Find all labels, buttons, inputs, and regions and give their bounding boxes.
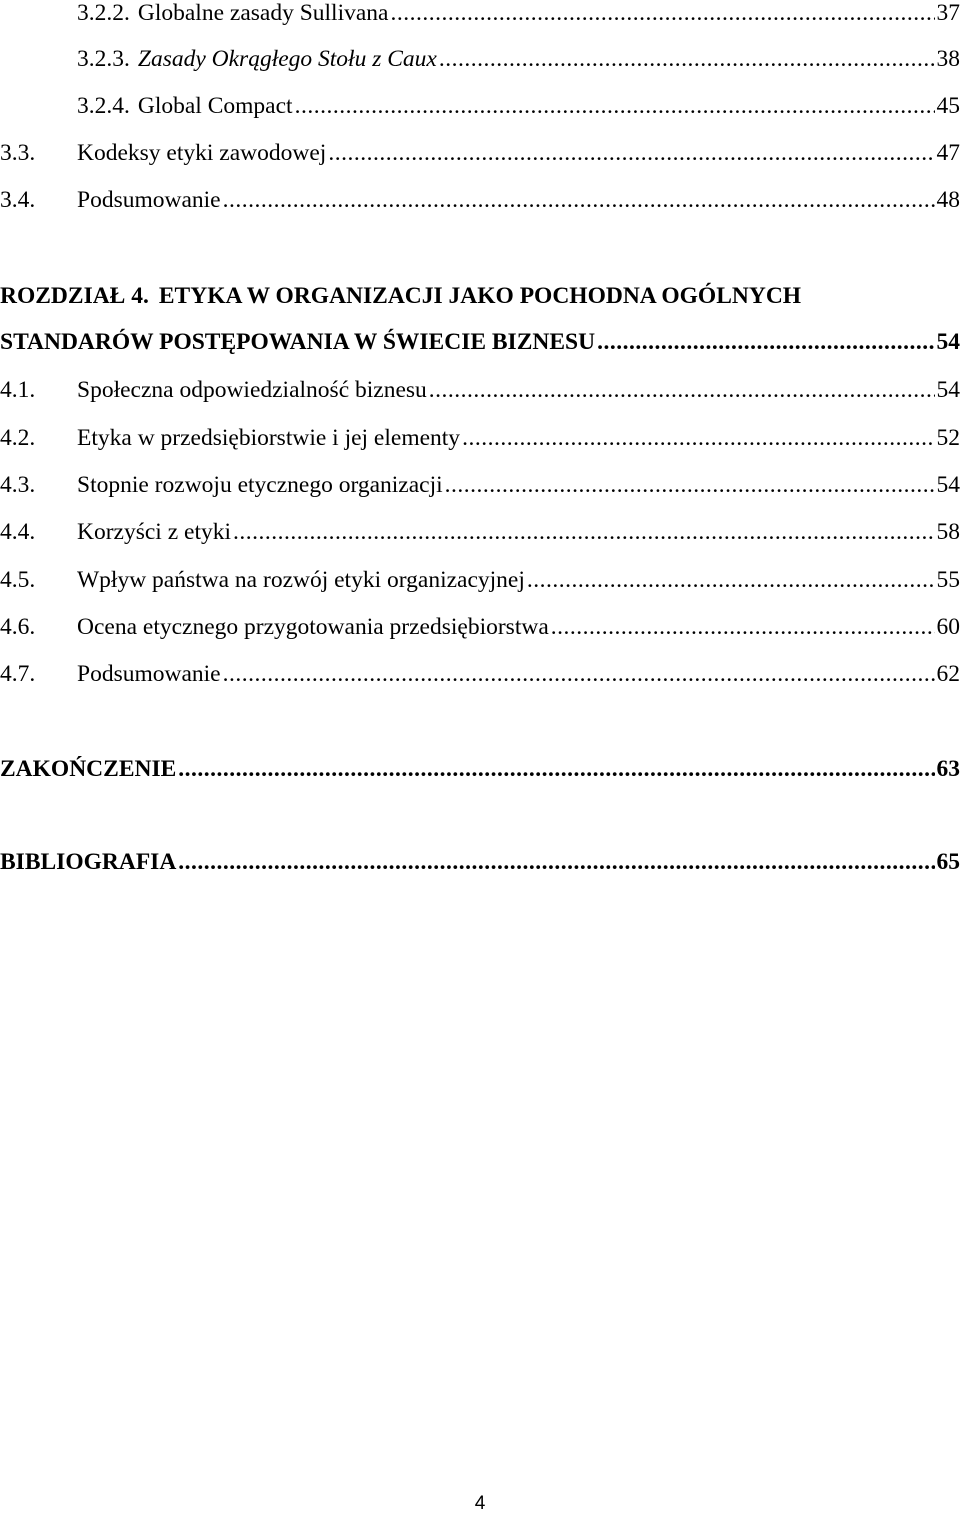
toc-leader-dots — [597, 325, 934, 359]
toc-entry-title: Stopnie rozwoju etycznego organizacji — [77, 472, 443, 498]
toc-leader-dots — [178, 845, 934, 879]
toc-entry-page: 55 — [936, 567, 960, 593]
toc-entry-number: 4.2. — [0, 425, 36, 451]
toc-entry-page: 54 — [936, 377, 960, 403]
toc-entry-number: 4.5. — [0, 567, 36, 593]
toc-entry-page: 54 — [936, 329, 960, 355]
toc-entry-title: ZAKOŃCZENIE — [0, 756, 177, 782]
toc-leader-dots — [527, 563, 935, 597]
toc-entry-page: 54 — [936, 472, 960, 498]
toc-entry-title: Globalne zasady Sullivana — [137, 0, 389, 26]
toc-entry-number: 4.4. — [0, 519, 36, 545]
toc-entry-title: Społeczna odpowiedzialność biznesu — [77, 377, 427, 403]
toc-entry-number: 3.2.4. — [77, 93, 130, 119]
toc-entry-number: 3.2.2. — [77, 0, 130, 26]
toc-entry-3-4[interactable] — [0, 183, 960, 217]
toc-entry-page: 63 — [936, 756, 960, 782]
toc-entry-number: 3.3. — [0, 140, 36, 166]
toc-entry-4-4[interactable] — [0, 515, 960, 549]
toc-entry-title: Global Compact — [137, 93, 293, 119]
toc-entry-number: 4.3. — [0, 472, 36, 498]
toc-entry-title: Kodeksy etyki zawodowej — [77, 140, 327, 166]
toc-entry-number: 4.7. — [0, 661, 36, 687]
toc-chapter-title-line1: ETYKA W ORGANIZACJI JAKO POCHODNA OGÓLNYCH — [158, 283, 802, 309]
toc-leader-dots — [223, 183, 935, 217]
toc-entry-page: 48 — [936, 187, 960, 213]
toc-entry-title: BIBLIOGRAFIA — [0, 849, 177, 875]
toc-entry-number: 4.6. — [0, 614, 36, 640]
toc-entry-4-3[interactable] — [0, 468, 960, 502]
toc-entry-page: 47 — [936, 140, 960, 166]
toc-entry-3-2-3[interactable] — [0, 42, 960, 76]
toc-entry-3-2-2[interactable] — [0, 0, 960, 30]
toc-entry-number: 3.4. — [0, 187, 36, 213]
toc-leader-dots — [178, 752, 934, 786]
toc-entry-3-2-4[interactable] — [0, 89, 960, 123]
toc-entry-page: 65 — [936, 849, 960, 875]
toc-entry-page: 62 — [936, 661, 960, 687]
toc-leader-dots — [223, 657, 935, 691]
toc-entry-4-7[interactable] — [0, 657, 960, 691]
toc-leader-dots — [551, 610, 935, 644]
toc-entry-3-3[interactable] — [0, 136, 960, 170]
toc-bibliography[interactable] — [0, 845, 960, 879]
toc-entry-page: 52 — [936, 425, 960, 451]
toc-leader-dots — [439, 42, 935, 76]
toc-entry-title: Wpływ państwa na rozwój etyki organizacyjnej — [77, 567, 525, 593]
toc-entry-title: Podsumowanie — [77, 187, 221, 213]
toc-leader-dots — [328, 136, 934, 170]
toc-entry-4-1[interactable] — [0, 373, 960, 407]
toc-entry-4-2[interactable] — [0, 421, 960, 455]
toc-entry-page: 38 — [936, 46, 960, 72]
toc-chapter-4-heading[interactable] — [0, 279, 960, 313]
toc-entry-4-5[interactable] — [0, 563, 960, 597]
toc-leader-dots — [233, 515, 934, 549]
toc-entry-number: 3.2.3. — [77, 46, 130, 72]
toc-entry-title: Zasady Okrągłego Stołu z Caux — [137, 46, 437, 72]
page-number: 4 — [474, 1493, 486, 1514]
toc-leader-dots — [429, 373, 935, 407]
toc-entry-title: Korzyści z etyki — [77, 519, 232, 545]
toc-conclusion[interactable] — [0, 752, 960, 786]
toc-leader-dots — [390, 0, 934, 30]
toc-entry-number: 4.1. — [0, 377, 36, 403]
toc-entry-page: 45 — [936, 93, 960, 119]
toc-leader-dots — [295, 89, 935, 123]
toc-entry-title: Etyka w przedsiębiorstwie i jej elementy — [77, 425, 461, 451]
toc-chapter-title-line2: STANDARÓW POSTĘPOWANIA W ŚWIECIE BIZNESU — [0, 329, 596, 355]
toc-chapter-number: ROZDZIAŁ 4. — [0, 283, 149, 309]
toc-entry-title: Podsumowanie — [77, 661, 221, 687]
toc-entry-page: 60 — [936, 614, 960, 640]
toc-chapter-4-heading-line2[interactable] — [0, 325, 960, 359]
toc-entry-4-6[interactable] — [0, 610, 960, 644]
toc-leader-dots — [445, 468, 935, 502]
toc-entry-title: Ocena etycznego przygotowania przedsiębiorstwa — [77, 614, 549, 640]
toc-entry-page: 37 — [936, 0, 960, 26]
toc-entry-page: 58 — [936, 519, 960, 545]
toc-leader-dots — [462, 421, 934, 455]
